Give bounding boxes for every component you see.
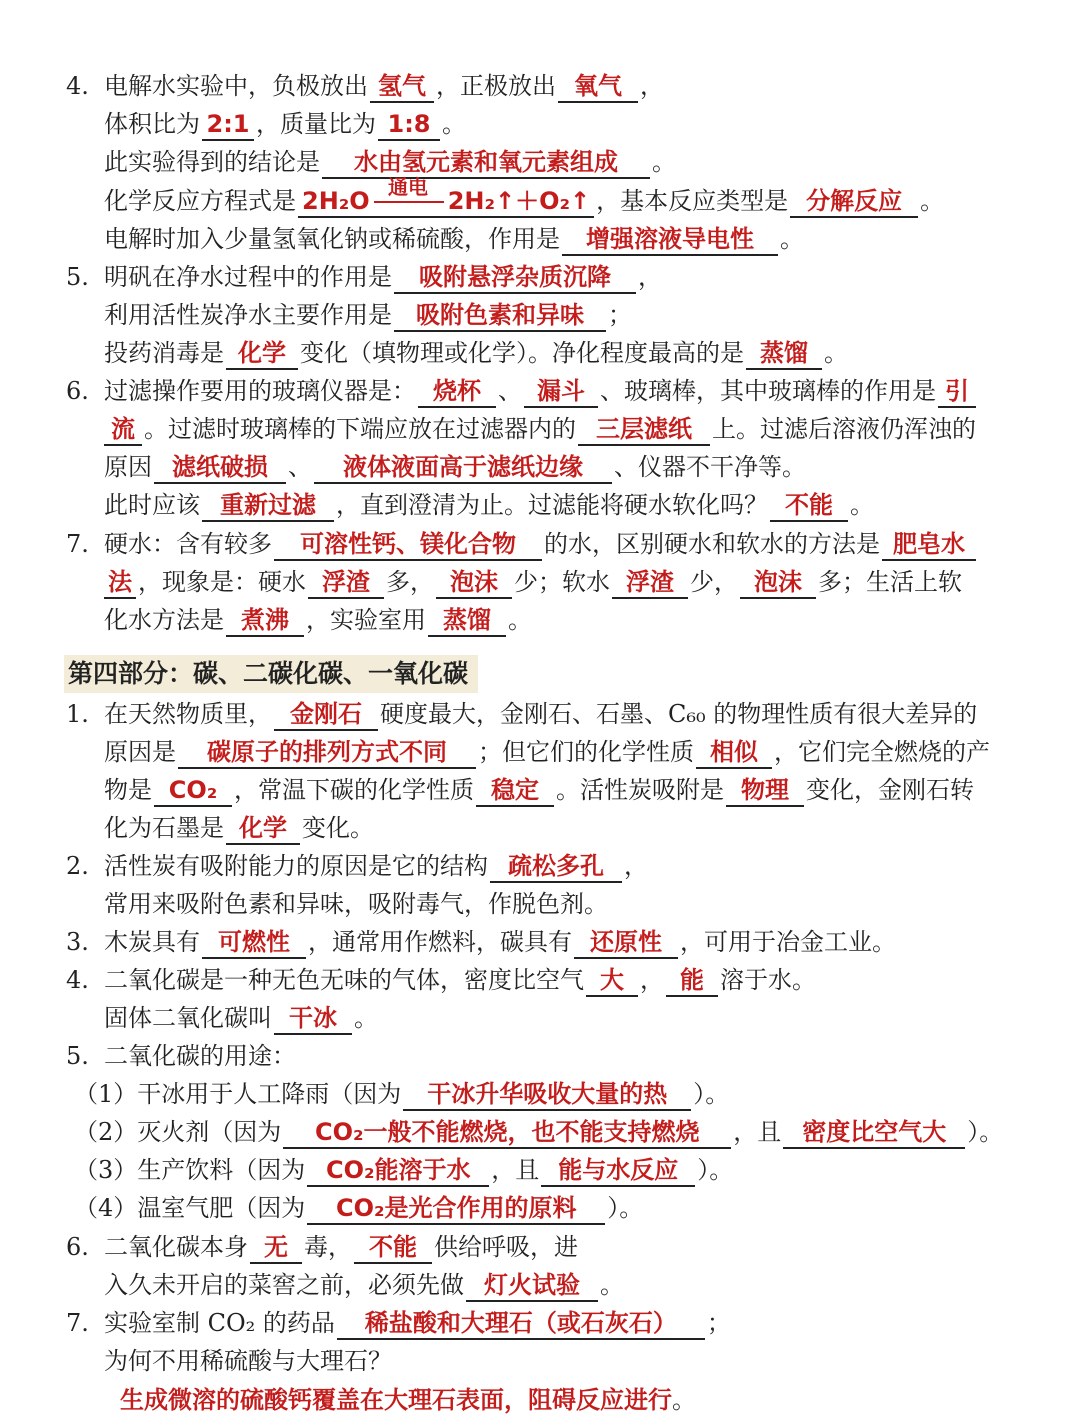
question-line	[104, 259, 662, 295]
question-line	[104, 526, 978, 562]
answer-blank: 增强溶液导电性	[562, 224, 778, 256]
text: 。	[672, 1386, 696, 1414]
answer-blank: 蒸馏	[746, 338, 822, 370]
sub-item	[74, 1190, 643, 1226]
text: 此实验得到的结论是	[104, 148, 320, 176]
answer-blank: 泡沫	[740, 567, 816, 599]
text: 为何不用稀硫酸与大理石？	[104, 1347, 392, 1375]
text: 、	[498, 377, 522, 405]
text: 毒，	[304, 1233, 352, 1261]
question-line	[104, 1305, 731, 1341]
answer-blank: 稀盐酸和大理石（或石灰石）	[337, 1308, 705, 1340]
answer-blank: 稳定	[476, 775, 554, 807]
answer-blank: 分解反应	[790, 186, 918, 218]
text: ，	[638, 263, 662, 291]
question-line	[104, 1000, 378, 1036]
text: 上。过滤后溶液仍浑浊的	[712, 415, 976, 443]
text: ；但它们的化学性质	[478, 738, 694, 766]
question-line	[104, 962, 816, 998]
answer-blank: CO₂是光合作用的原料	[307, 1193, 605, 1225]
answer-blank: 液体液面高于滤纸边缘	[314, 452, 612, 484]
answer-blank: 干冰	[274, 1003, 352, 1035]
text: 投药消毒是	[104, 339, 224, 367]
sub-item	[74, 1114, 1003, 1150]
answer-blank: 肥皂水	[882, 529, 976, 561]
text: 固体二氧化碳叫	[104, 1004, 272, 1032]
answer-blank: 干冰升华吸收大量的热	[403, 1079, 691, 1111]
text: ，它们完全燃烧的产	[774, 738, 990, 766]
text: ，	[640, 966, 664, 994]
text: ；	[608, 301, 632, 329]
answer-blank: 烧杯	[418, 376, 496, 408]
text: 、玻璃棒，其中玻璃棒的作用是	[600, 377, 936, 405]
text: 硬度最大，金刚石、石墨、C₆₀ 的物理性质有很大差异的	[380, 700, 978, 728]
answer-blank: 浮渣	[308, 567, 384, 599]
question-line	[104, 411, 976, 447]
answer-blank: 还原性	[574, 927, 678, 959]
text: 物是	[104, 776, 152, 804]
answer-blank: 泡沫	[436, 567, 512, 599]
text: 原因是	[104, 738, 176, 766]
text: ）。	[693, 1080, 730, 1108]
question-line	[104, 564, 962, 600]
answer-blank: 不能	[770, 490, 848, 522]
text: 变化，金刚石转	[806, 776, 974, 804]
answer-blank: 化学	[226, 338, 298, 370]
question-line	[104, 886, 608, 922]
text: 活性炭有吸附能力的原因是它的结构	[104, 852, 488, 880]
text: 。	[442, 110, 466, 138]
text: ，基本反应类型是	[596, 187, 789, 215]
question-line	[104, 1343, 392, 1379]
equation-blank	[298, 175, 594, 218]
question-line	[104, 106, 466, 142]
question-line	[104, 772, 974, 808]
answer-blank: 水由氢元素和氧元素组成	[322, 147, 650, 179]
answer-blank: 法	[104, 567, 136, 599]
text: 化为石墨是	[104, 814, 224, 842]
text: （1）干冰用于人工降雨（因为	[74, 1080, 402, 1108]
text: 入久未开启的菜窖之前，必须先做	[104, 1271, 464, 1299]
answer-blank: 滤纸破损	[154, 452, 286, 484]
text: 实验室制 CO₂ 的药品	[104, 1309, 335, 1337]
question-line	[104, 810, 374, 846]
question-line	[104, 734, 990, 770]
text: 多；生活上软	[818, 568, 962, 596]
question-line	[104, 924, 896, 960]
text: 化水方法是	[104, 606, 224, 634]
text: ，现象是：硬水	[138, 568, 306, 596]
answer-blank: 氢气	[370, 71, 434, 103]
text: 明矾在净水过程中的作用是	[104, 263, 392, 291]
sub-item	[74, 1076, 729, 1112]
equation-products: 2H₂↑＋O₂↑	[447, 187, 591, 215]
item-number: 2.	[66, 852, 89, 880]
text: 化学反应方程式是	[104, 187, 296, 215]
answer-blank: 漏斗	[524, 376, 598, 408]
text: （4）温室气肥（因为	[74, 1194, 306, 1222]
question-line	[104, 487, 874, 523]
question-line	[104, 1038, 296, 1074]
text: 溶于水。	[720, 966, 816, 994]
answer-blank: 煮沸	[226, 605, 304, 637]
text: ）。	[697, 1156, 734, 1184]
item-number: 4.	[66, 966, 89, 994]
text: ，	[624, 852, 648, 880]
answer-blank: 不能	[354, 1232, 432, 1264]
text: 此时应该	[104, 491, 200, 519]
answer-blank: 吸附色素和异味	[394, 300, 606, 332]
text: 。过滤时玻璃棒的下端应放在过滤器内的	[144, 415, 576, 443]
text: 在天然物质里，	[104, 700, 272, 728]
text: （3）生产饮料（因为	[74, 1156, 306, 1184]
section-heading: 第四部分：碳、二碳化碳、一氧化碳	[64, 655, 478, 693]
answer-blank: 金刚石	[274, 699, 378, 731]
text: 。活性炭吸附是	[556, 776, 724, 804]
text: ）。	[607, 1194, 644, 1222]
text: 体积比为	[104, 110, 200, 138]
text: ，	[640, 72, 664, 100]
text: 。	[508, 606, 532, 634]
text: 。	[850, 491, 874, 519]
text: 利用活性炭净水主要作用是	[104, 301, 392, 329]
text: 。	[824, 339, 848, 367]
answer-blank: 无	[250, 1232, 302, 1264]
text: 。	[652, 148, 676, 176]
question-line	[104, 848, 648, 884]
answer-blank: CO₂	[154, 775, 232, 807]
text: 。	[920, 187, 945, 215]
text: 。	[780, 225, 804, 253]
question-line	[104, 68, 664, 104]
answer-blank: 大	[586, 965, 638, 997]
answer-blank: 可燃性	[202, 927, 306, 959]
text: 、仪器不干净等。	[614, 453, 806, 481]
text: 变化。	[302, 814, 374, 842]
text: 二氧化碳是一种无色无味的气体，密度比空气	[104, 966, 584, 994]
answer-blank: 2:1	[202, 109, 254, 141]
question-line	[104, 221, 804, 257]
question-line	[104, 335, 848, 371]
answer-blank: 密度比空气大	[783, 1117, 965, 1149]
answer-blank: 氧气	[558, 71, 638, 103]
text: 电解水实验中，负极放出	[104, 72, 368, 100]
item-number: 7.	[66, 1309, 89, 1337]
sub-item	[74, 1152, 733, 1188]
text: 的水，区别硬水和软水的方法是	[544, 530, 880, 558]
answer-blank: 三层滤纸	[578, 414, 710, 446]
answer-line	[120, 1382, 696, 1418]
answer-blank: 引	[938, 376, 976, 408]
text: 少；软水	[514, 568, 610, 596]
text: ，通常用作燃料，碳具有	[308, 928, 572, 956]
text: 。	[600, 1271, 624, 1299]
question-line	[104, 1229, 578, 1265]
item-number: 5.	[66, 1042, 89, 1070]
text: 、	[288, 453, 312, 481]
text: ）。	[967, 1118, 1004, 1146]
item-number: 3.	[66, 928, 89, 956]
equation-reactant: 2H₂O	[302, 187, 370, 215]
text: 二氧化碳的用途：	[104, 1042, 296, 1070]
answer-blank: CO₂一般不能燃烧，也不能支持燃烧	[283, 1117, 731, 1149]
item-number: 7.	[66, 530, 89, 558]
answer-blank: 蒸馏	[428, 605, 506, 637]
answer-blank: 吸附悬浮杂质沉降	[394, 262, 636, 294]
reaction-condition: 通电	[388, 175, 428, 199]
answer-blank: 流	[104, 414, 142, 446]
question-line	[104, 297, 632, 333]
text: 电解时加入少量氢氧化钠或稀硫酸，作用是	[104, 225, 560, 253]
question-line	[104, 1267, 624, 1303]
text: 多，	[386, 568, 434, 596]
text: ，实验室用	[306, 606, 426, 634]
answer-blank: 物理	[726, 775, 804, 807]
answer-blank: 化学	[226, 813, 300, 845]
text: ，直到澄清为止。过滤能将硬水软化吗？	[336, 491, 768, 519]
text: ，常温下碳的化学性质	[234, 776, 474, 804]
text: 原因	[104, 453, 152, 481]
text: 少，	[690, 568, 738, 596]
question-line	[104, 449, 806, 485]
question-line	[104, 175, 945, 219]
question-line	[104, 602, 532, 638]
text: 常用来吸附色素和异味，吸附毒气，作脱色剂。	[104, 890, 608, 918]
text: 二氧化碳本身	[104, 1233, 248, 1261]
answer-blank: 可溶性钙、镁化合物	[274, 529, 542, 561]
answer-blank: 重新过滤	[202, 490, 334, 522]
text: 变化（填物理或化学）。净化程度最高的是	[300, 339, 744, 367]
text: ；	[706, 1309, 731, 1337]
item-number: 1.	[66, 700, 89, 728]
text: ，可用于冶金工业。	[680, 928, 896, 956]
answer-blank: 疏松多孔	[490, 851, 622, 883]
text: （2）灭火剂（因为	[74, 1118, 282, 1146]
text: 过滤操作要用的玻璃仪器是：	[104, 377, 416, 405]
text: ，且	[491, 1156, 540, 1184]
answer-blank: 浮渣	[612, 567, 688, 599]
item-number: 5.	[66, 263, 89, 291]
answer-blank: 灯火试验	[466, 1270, 598, 1302]
text: ，且	[733, 1118, 782, 1146]
item-number: 4.	[66, 72, 89, 100]
item-number: 6.	[66, 377, 89, 405]
text: ，质量比为	[256, 110, 376, 138]
answer-blank: 相似	[696, 737, 772, 769]
text: 硬水：含有较多	[104, 530, 272, 558]
question-line	[104, 373, 978, 409]
text: ，正极放出	[436, 72, 556, 100]
text: 供给呼吸，进	[434, 1233, 578, 1261]
answer-blank: CO₂能溶于水	[307, 1155, 489, 1187]
text: 。	[354, 1004, 378, 1032]
text: 木炭具有	[104, 928, 200, 956]
answer-blank: 能	[666, 965, 718, 997]
question-line	[104, 696, 977, 732]
item-number: 6.	[66, 1233, 89, 1261]
answer-blank: 1:8	[378, 109, 440, 141]
answer-text: 生成微溶的硫酸钙覆盖在大理石表面，阻碍反应进行	[120, 1386, 672, 1414]
answer-blank: 能与水反应	[541, 1155, 695, 1187]
answer-blank: 碳原子的排列方式不同	[178, 737, 476, 769]
